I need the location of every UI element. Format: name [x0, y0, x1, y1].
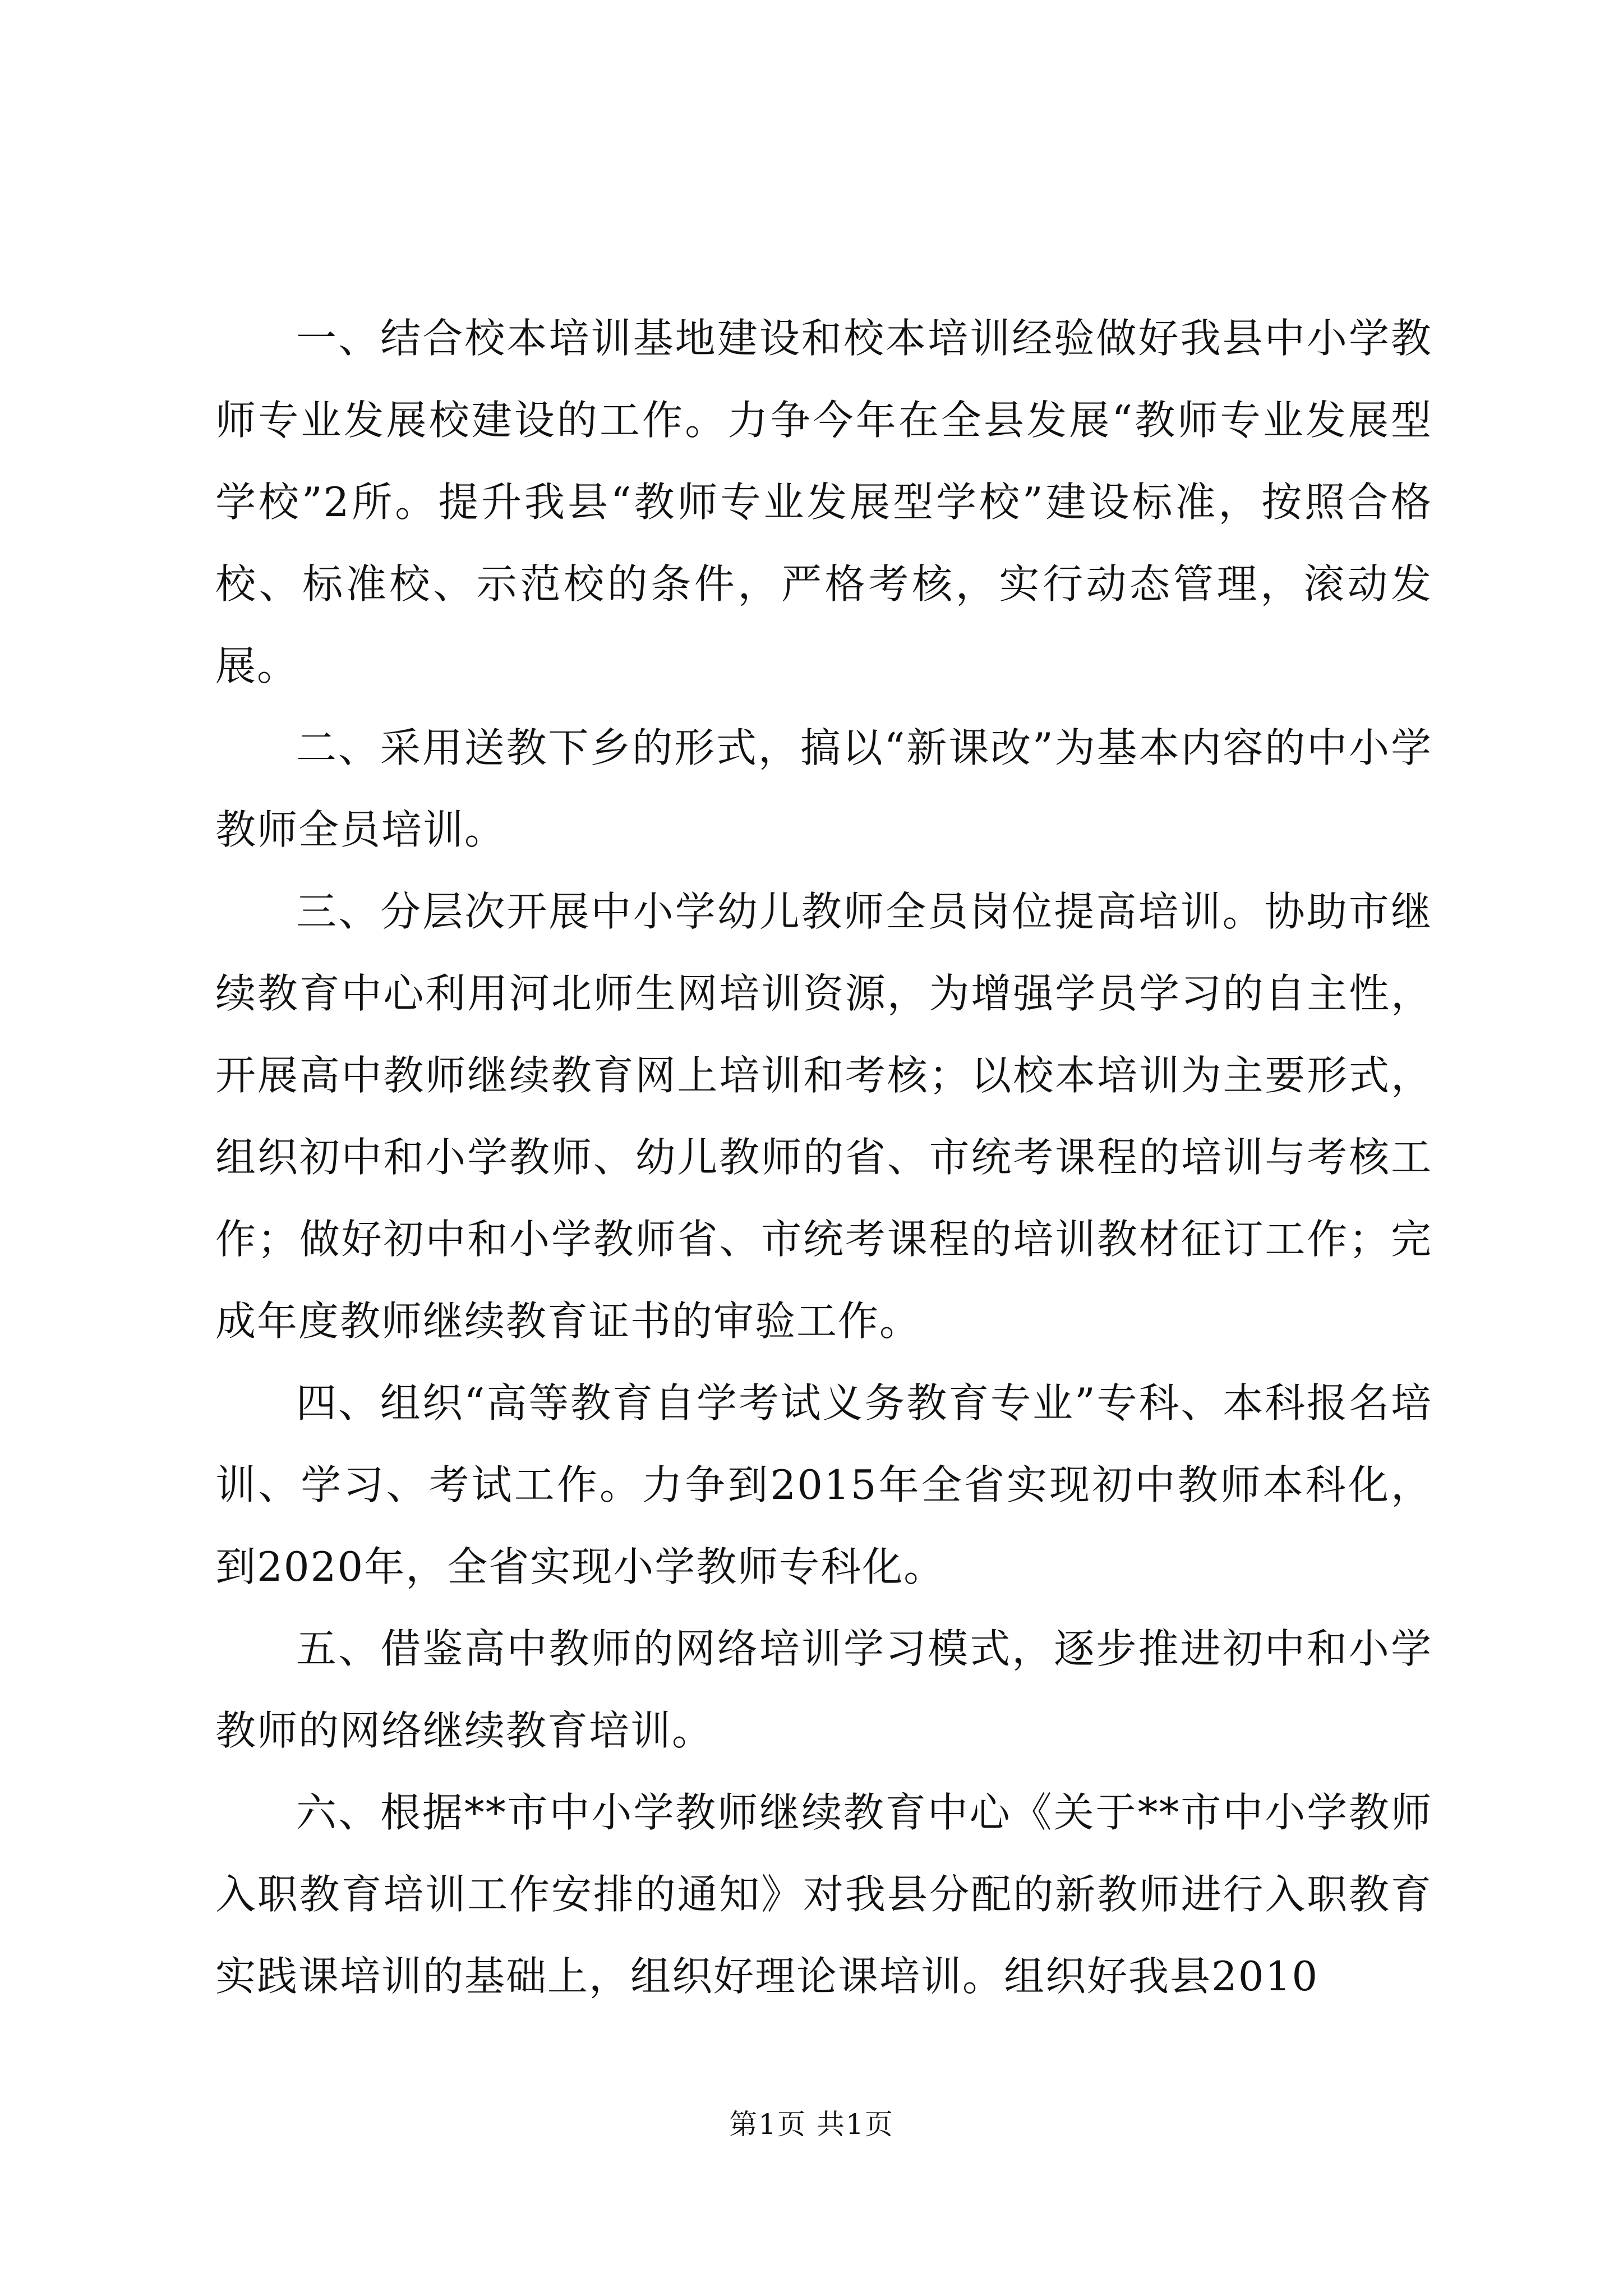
paragraph-1: 一、结合校本培训基地建设和校本培训经验做好我县中小学教师专业发展校建设的工作。力争今年在全县发展“教师专业发展型学校”2所。提升我县“教师专业发展型学校”建设标准，按照合格校、标准校、示范校的条件，严格考核，实行动态管理，滚动发展。 [215, 315, 1432, 689]
document-body [215, 297, 1432, 2017]
paragraph-2: 二、采用送教下乡的形式，搞以“新课改”为基本内容的中小学教师全员培训。 [215, 724, 1432, 853]
paragraph-3: 三、分层次开展中小学幼儿教师全员岗位提高培训。协助市继续教育中心利用河北师生网培训资源，为增强学员学习的自主性，开展高中教师继续教育网上培训和考核；以校本培训为主要形式，组织初中和小学教师、幼儿教师的省、市统考课程的培训与考核工作；做好初中和小学教师省、市统考课程的培训教材征订工作；完成年度教师继续教育证书的审验工作。 [215, 888, 1432, 1345]
paragraph-6: 六、根据**市中小学教师继续教育中心《关于**市中小学教师入职教育培训工作安排的通知》对我县分配的新教师进行入职教育实践课培训的基础上，组织好理论课培训。组织好我县2010 [215, 1789, 1432, 2000]
page-footer: 第1页 共1页 [729, 2108, 894, 2141]
paragraph-4: 四、组织“高等教育自学考试义务教育专业”专科、本科报名培训、学习、考试工作。力争到2015年全省实现初中教师本科化，到2020年，全省实现小学教师专科化。 [215, 1379, 1432, 1590]
paragraph-5: 五、借鉴高中教师的网络培训学习模式，逐步推进初中和小学教师的网络继续教育培训。 [215, 1625, 1432, 1754]
